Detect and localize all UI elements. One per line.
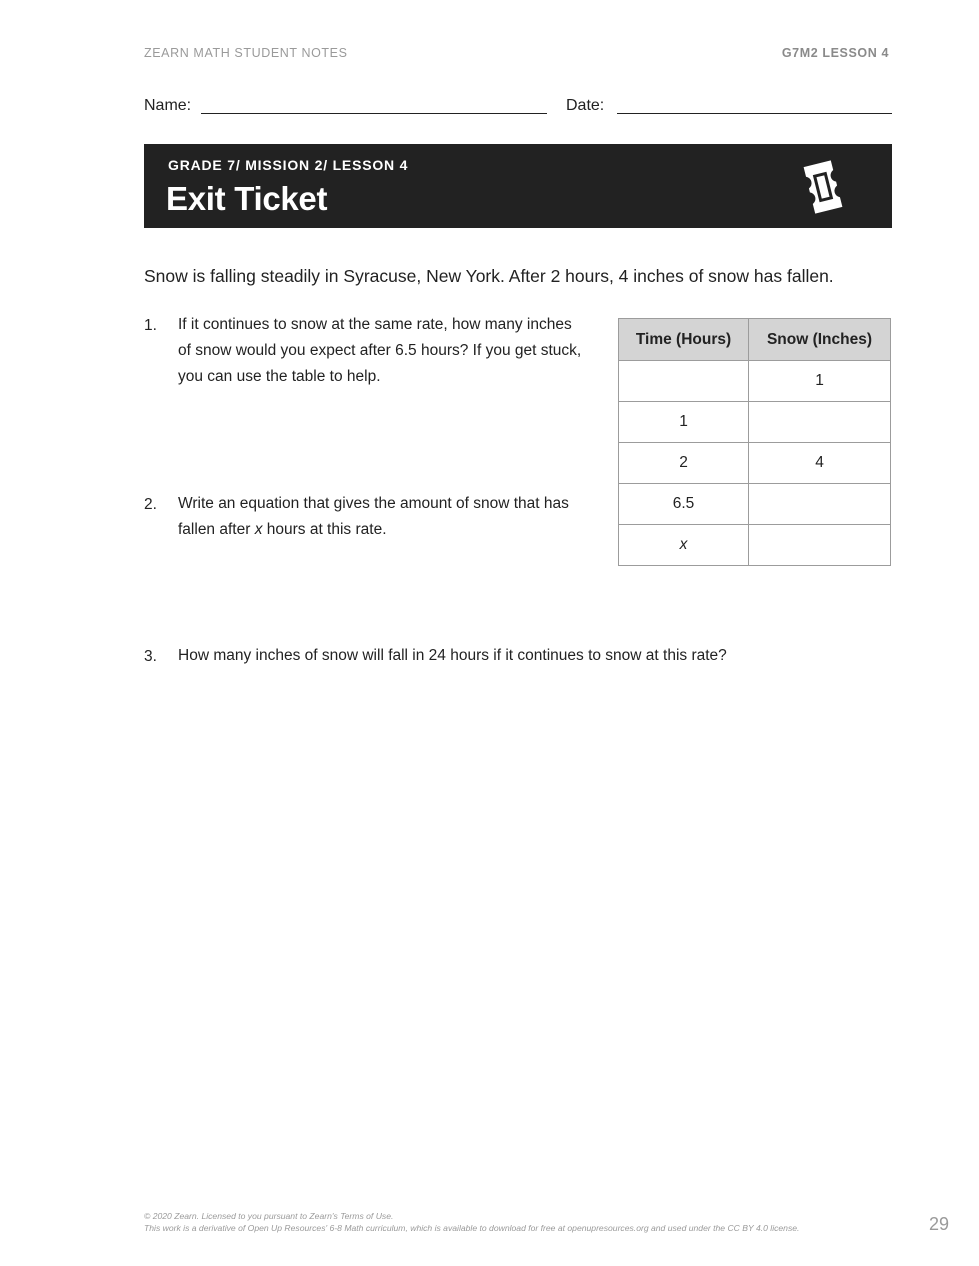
date-field[interactable] (617, 113, 892, 114)
banner-subtitle: GRADE 7/ MISSION 2/ LESSON 4 (168, 157, 409, 173)
footer-line-2: This work is a derivative of Open Up Resources' 6-8 Math curriculum, which is available to download for free at openupresources.org and used under the CC BY 4.0 license. (144, 1223, 800, 1233)
table-row (619, 361, 891, 402)
snow-cell: 1 (749, 361, 891, 402)
question-1-number: 1. (144, 317, 157, 334)
time-cell: 1 (619, 402, 749, 443)
footer-line-1: © 2020 Zearn. Licensed to you pursuant to Zearn's Terms of Use. (144, 1211, 394, 1221)
snow-cell: 4 (749, 443, 891, 484)
question-1-text: If it continues to snow at the same rate, how many inches of snow would you expect after 6.5 hours? If you get stuck, you can use the table to help. (178, 316, 582, 385)
footer-license (144, 1210, 799, 1234)
page-number: 29 (928, 1214, 949, 1234)
table-row (619, 443, 891, 484)
question-3-text: How many inches of snow will fall in 24 hours if it continues to snow at this rate? (178, 647, 727, 664)
ticket-icon (800, 158, 846, 216)
column-header-snow: Snow (Inches) (749, 319, 891, 361)
date-label: Date: (566, 97, 605, 114)
snow-cell[interactable] (749, 525, 891, 566)
time-cell: 2 (619, 443, 749, 484)
snow-cell[interactable] (749, 484, 891, 525)
table-row (619, 484, 891, 525)
exit-ticket-banner (144, 144, 892, 228)
variable-x: x (254, 521, 263, 538)
time-cell: x (619, 525, 749, 566)
name-label: Name: (144, 97, 192, 114)
question-2-number: 2. (144, 496, 157, 513)
time-cell: 6.5 (619, 484, 749, 525)
ratio-table (618, 318, 891, 566)
column-header-time: Time (Hours) (619, 319, 749, 361)
table-row (619, 402, 891, 443)
intro-text: Snow is falling steadily in Syracuse, New York. After 2 hours, 4 inches of snow has fallen. (144, 266, 834, 286)
header-right: G7M2 LESSON 4 (781, 46, 889, 60)
question-3-number: 3. (144, 648, 157, 665)
name-field[interactable] (201, 113, 547, 114)
banner-title: Exit Ticket (166, 180, 328, 217)
header-left: ZEARN MATH STUDENT NOTES (144, 46, 348, 60)
table-header-row (619, 319, 891, 361)
question-2-text: Write an equation that gives the amount of snow that has fallen after x hours at this rate. (178, 495, 569, 538)
table-row (619, 525, 891, 566)
time-cell[interactable] (619, 361, 749, 402)
snow-cell[interactable] (749, 402, 891, 443)
